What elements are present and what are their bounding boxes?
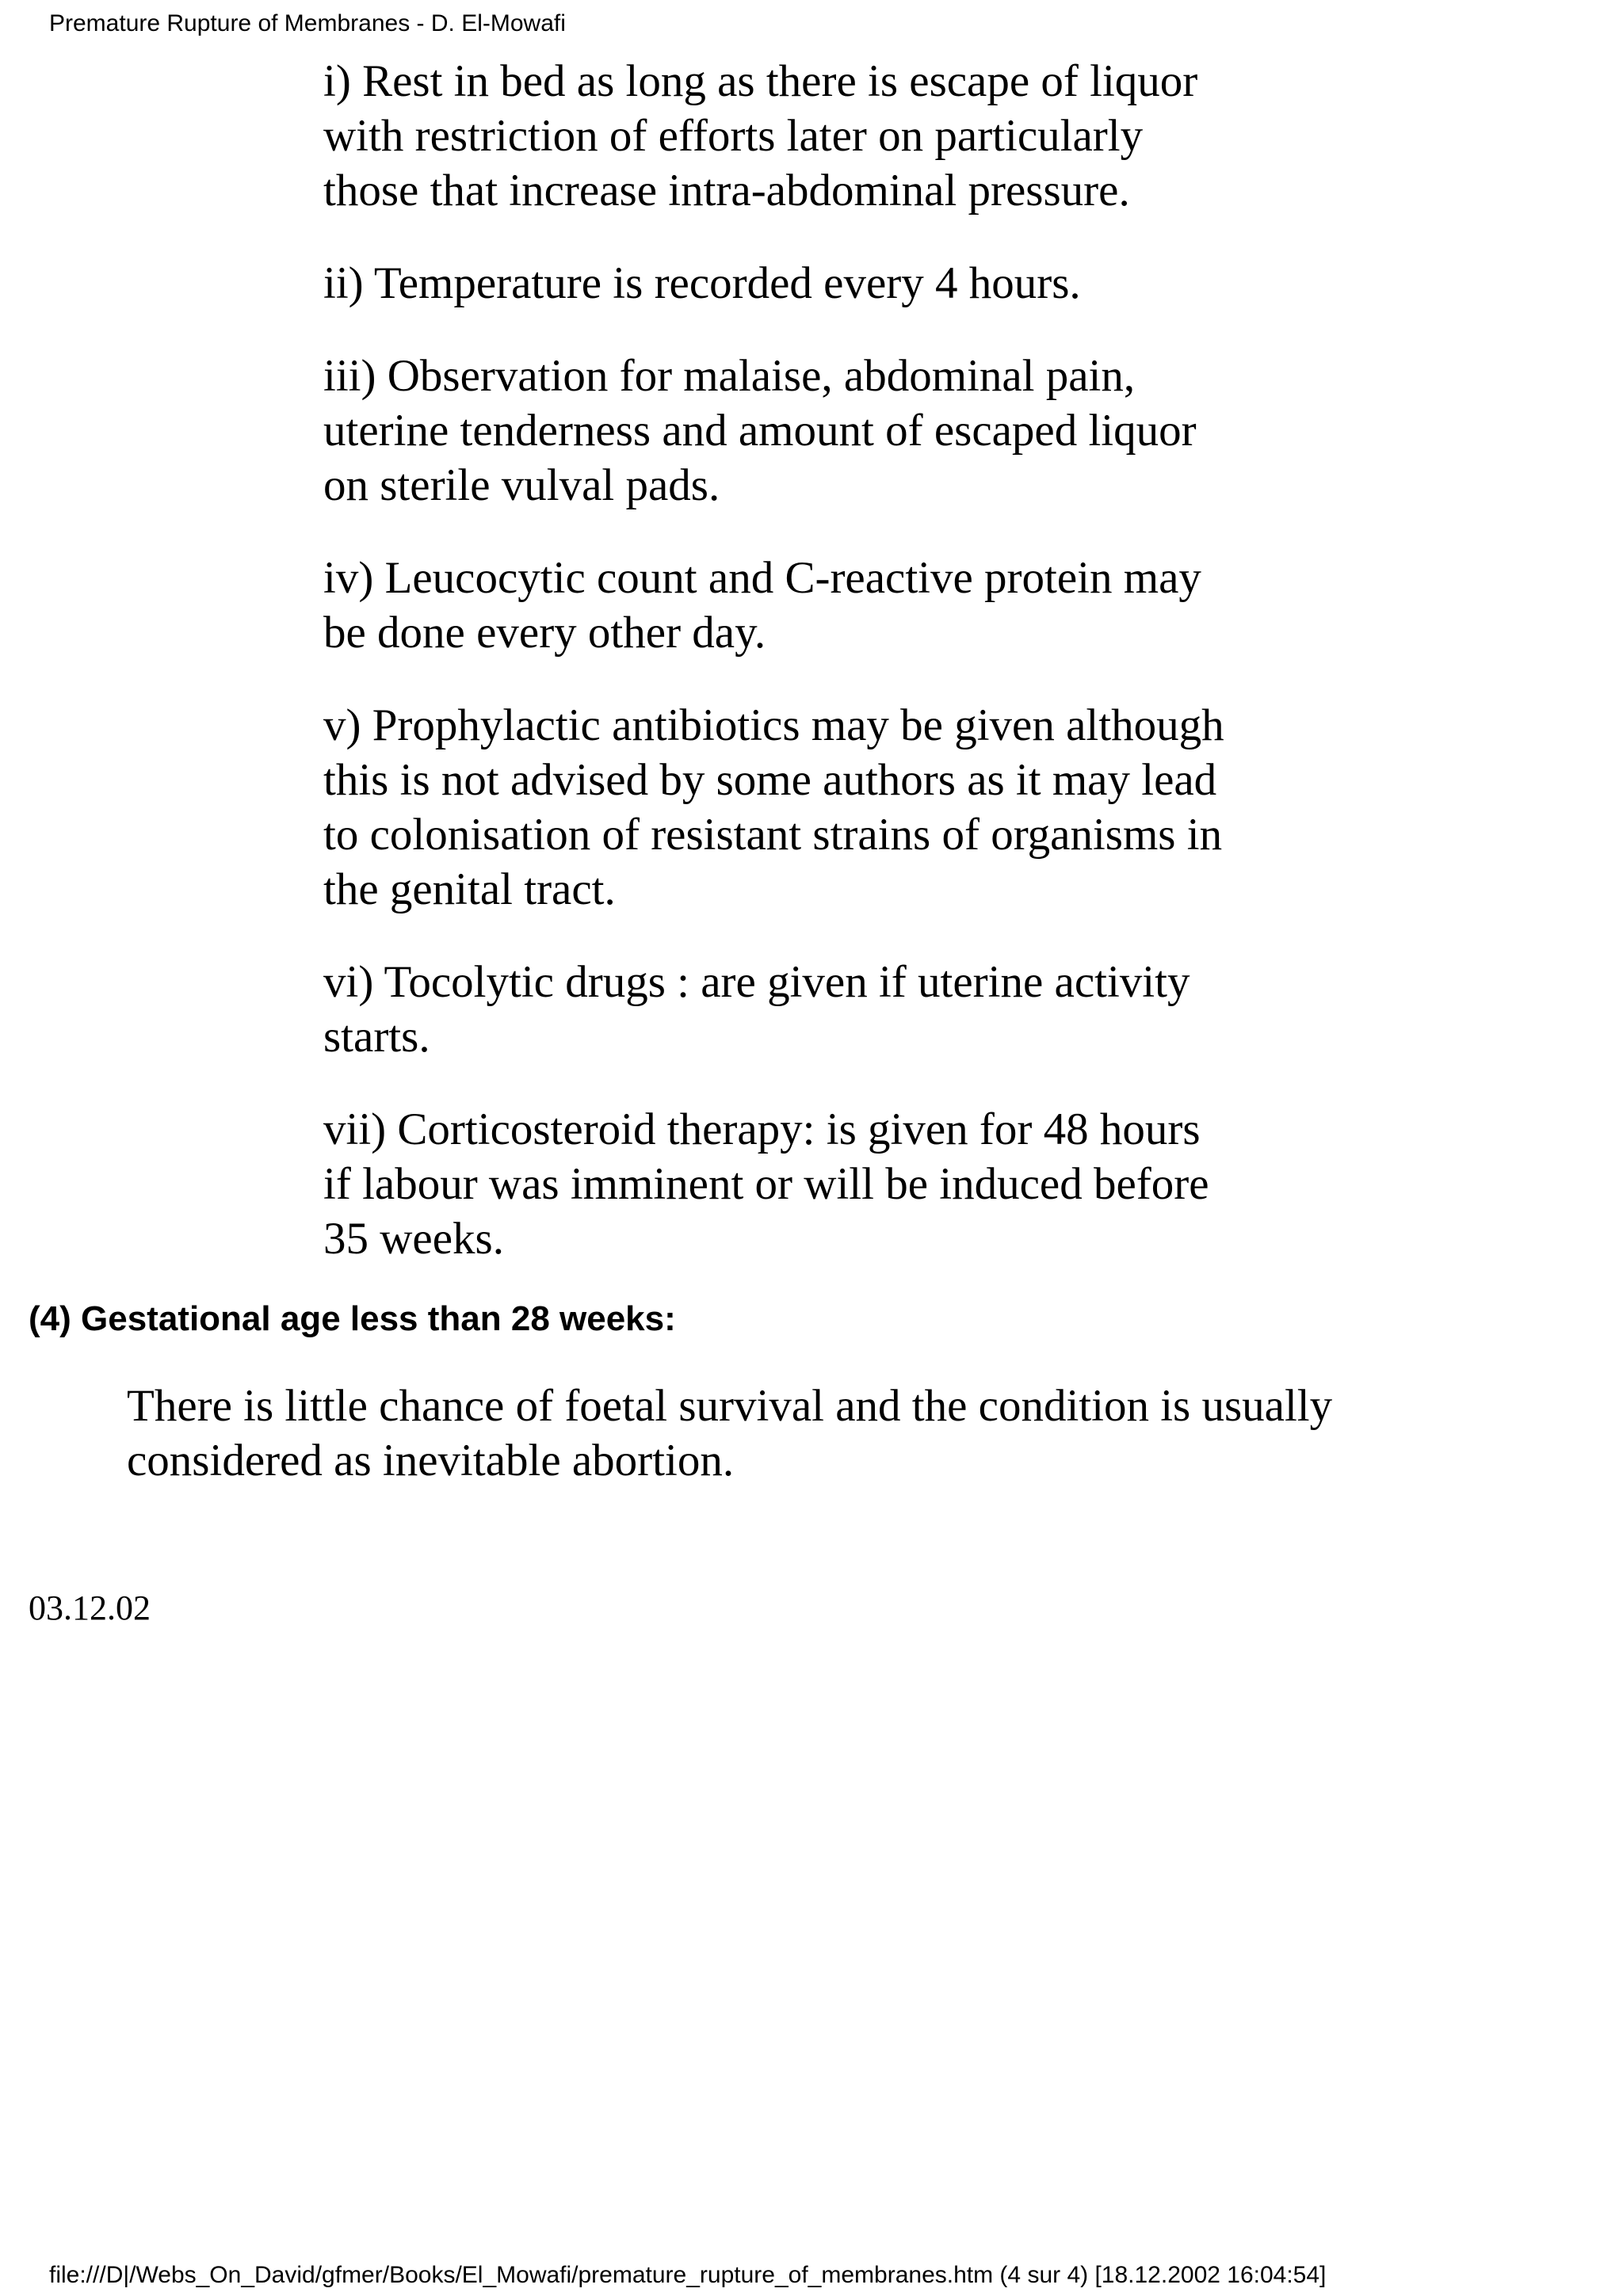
list-item-line: this is not advised by some authors as it may lead <box>323 755 1217 805</box>
list-item-iv <box>323 551 1354 660</box>
list-item-ii <box>323 256 1354 311</box>
list-item-line: vii) Corticosteroid therapy: is given for 48 hours <box>323 1104 1201 1154</box>
section-body-line: considered as inevitable abortion. <box>127 1436 735 1486</box>
list-item-line: to colonisation of resistant strains of organisms in <box>323 810 1223 860</box>
list-item-vi <box>323 955 1354 1064</box>
list-item-line: be done every other day. <box>323 608 766 658</box>
footer-file-url: file:///D|/Webs_On_David/gfmer/Books/El_Mowafi/premature_rupture_of_membranes.htm (4 sur 4) [18.12.2002 16:04:54] <box>49 2262 1327 2288</box>
list-item-line: 35 weeks. <box>323 1214 504 1264</box>
list-item-iii <box>323 349 1354 513</box>
list-item-line: vi) Tocolytic drugs : are given if uterine activity <box>323 957 1190 1007</box>
date-stamp: 03.12.02 <box>29 1589 151 1627</box>
section-body-line: There is little chance of foetal survival and the condition is usually <box>127 1381 1333 1431</box>
section-heading: (4) Gestational age less than 28 weeks: <box>29 1299 676 1338</box>
page-header-title: Premature Rupture of Membranes - D. El-Mowafi <box>49 10 566 36</box>
list-item-line: v) Prophylactic antibiotics may be given although <box>323 700 1224 750</box>
list-item-v <box>323 698 1354 917</box>
list-item-line: i) Rest in bed as long as there is escape of liquor <box>323 56 1198 106</box>
list-item-line: uterine tenderness and amount of escaped liquor <box>323 406 1197 456</box>
list-item-line: the genital tract. <box>323 864 616 914</box>
list-item-line: with restriction of efforts later on particularly <box>323 111 1144 161</box>
list-item-line: starts. <box>323 1012 430 1062</box>
management-list <box>323 54 1354 1304</box>
list-item-line: on sterile vulval pads. <box>323 460 720 510</box>
list-item-line: those that increase intra-abdominal pressure. <box>323 166 1130 215</box>
section-body <box>127 1379 1332 1488</box>
list-item-vii <box>323 1102 1354 1266</box>
list-item-line: iv) Leucocytic count and C-reactive protein may <box>323 553 1201 603</box>
list-item-line: iii) Observation for malaise, abdominal pain, <box>323 351 1136 401</box>
list-item-i <box>323 54 1354 218</box>
list-item-line: if labour was imminent or will be induced before <box>323 1159 1209 1209</box>
list-item-line: ii) Temperature is recorded every 4 hours. <box>323 258 1081 308</box>
